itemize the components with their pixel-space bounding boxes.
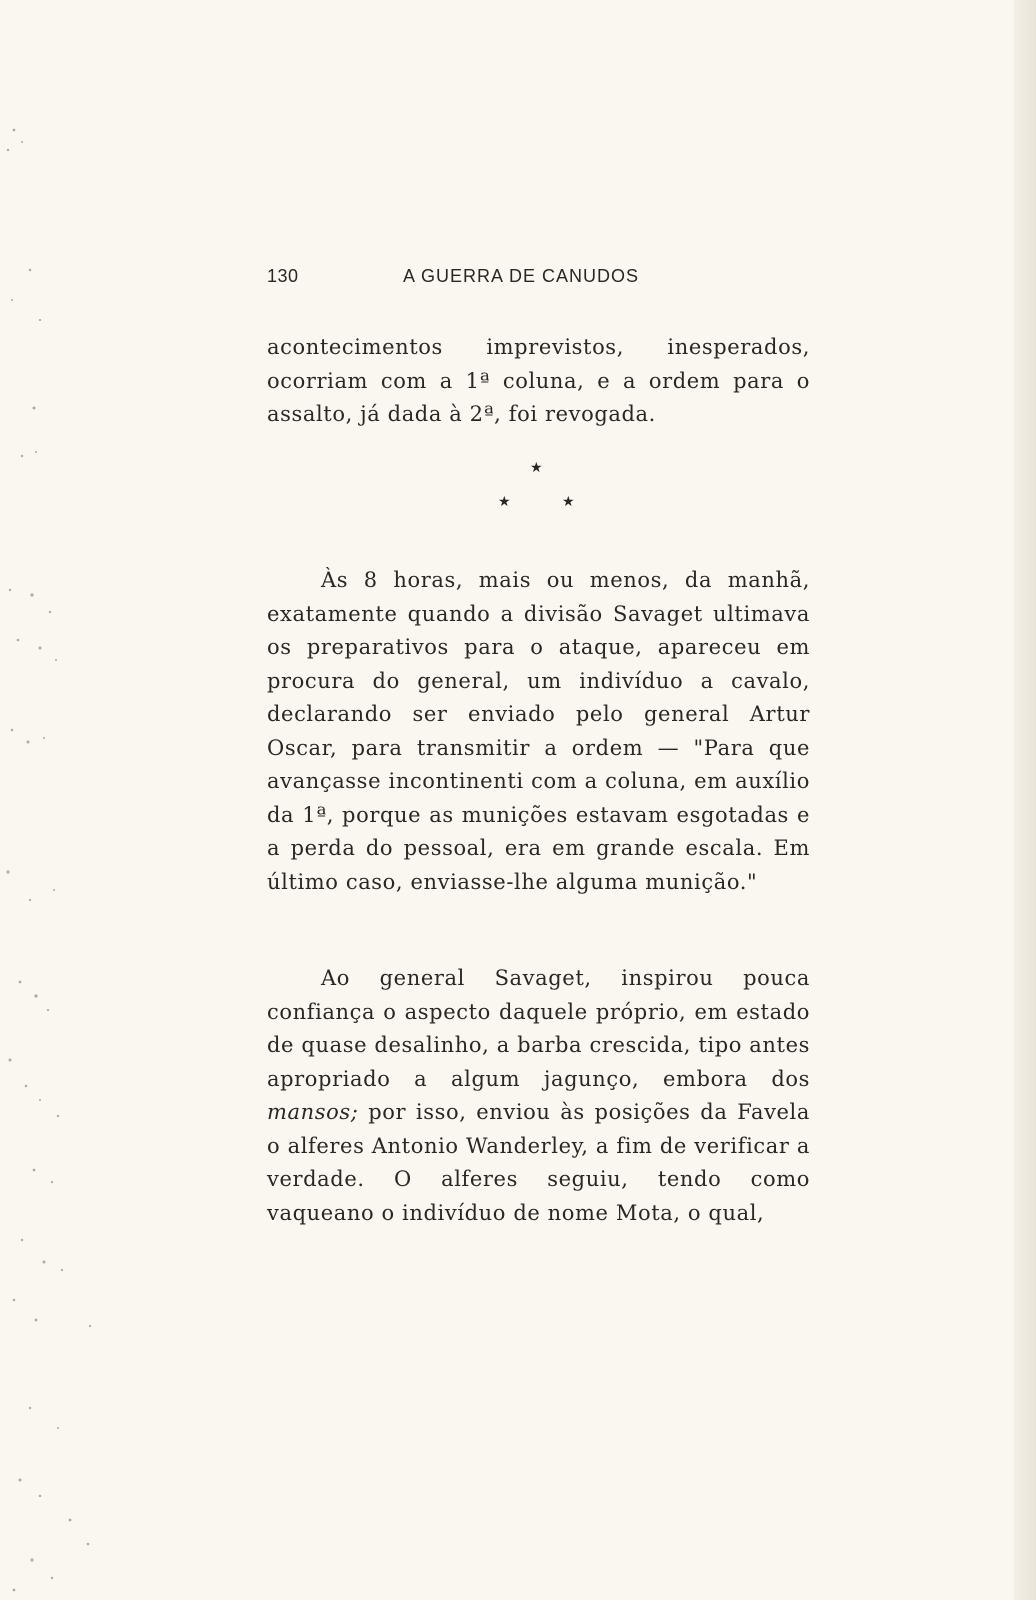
margin-speckles <box>0 0 130 1600</box>
page-number: 130 <box>267 266 299 286</box>
paragraph-2 <box>267 564 810 899</box>
page-edge <box>1014 0 1036 1600</box>
page-header <box>267 266 810 290</box>
running-head: A GUERRA DE CANUDOS <box>403 266 640 286</box>
section-break-ornament <box>470 460 610 520</box>
paragraph-3-emphasis: mansos; <box>267 1100 359 1124</box>
paragraph-1-text: acontecimentos imprevistos, inesperados, ocorriam com a 1ª coluna, e a ordem para o assalto, já dada à 2ª, foi revogada. <box>267 335 810 426</box>
paragraph-3 <box>267 962 810 1230</box>
star-icon: ★ <box>562 494 575 510</box>
paragraph-1 <box>267 331 810 432</box>
paragraph-2-text: Às 8 horas, mais ou menos, da manhã, exatamente quando a divisão Savaget ultimava os preparativos para o ataque, apareceu em procura do general, um indivíduo a cavalo, declarando ser enviado pelo general Artur Oscar, para transmitir a ordem — "Para que avançasse incontinenti com a coluna, em auxílio da 1ª, porque as munições estavam esgotadas e a perda do pessoal, era em grande escala. Em último caso, enviasse-lhe alguma munição." <box>267 568 810 894</box>
star-icon: ★ <box>530 460 543 476</box>
paragraph-3-text-after: por isso, enviou às posições da Favela o alferes Antonio Wanderley, a fim de verificar a verdade. O alferes seguiu, tendo como vaqueano o indivíduo de nome Mota, o qual, <box>267 1100 810 1225</box>
star-icon: ★ <box>498 494 511 510</box>
paragraph-3-text-before: Ao general Savaget, inspirou pouca confiança o aspecto daquele próprio, em estado de quase desalinho, a barba crescida, tipo antes apropriado a algum jagunço, embora dos <box>267 966 810 1091</box>
paragraph-3-text <box>267 962 810 1230</box>
